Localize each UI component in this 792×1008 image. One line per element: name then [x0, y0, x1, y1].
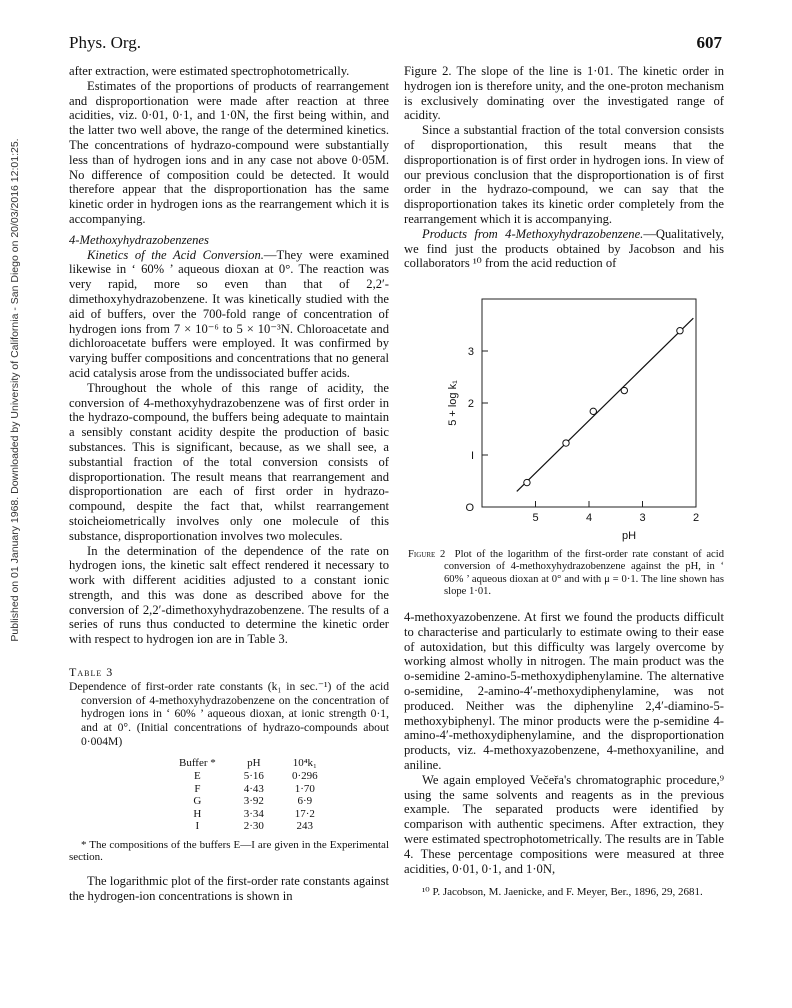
right-column [404, 64, 724, 899]
page-number: 607 [696, 33, 722, 52]
table-cell: 4·43 [243, 782, 264, 795]
table-cell: 6·9 [297, 795, 313, 808]
fit-line [517, 318, 694, 491]
x-tick-label: 5 [532, 512, 539, 525]
table-cell: G [193, 795, 202, 808]
table-cell: F [194, 782, 201, 795]
table-caption: Dependence of first-order rate constants (k₁ in sec.⁻¹) of the acid conversion of 4-methoxyhydrazobenzene on the concentration of hydrogen ions in ‘ 60% ’ aqueous dioxan, at ionic strength 0·1, and at 0°. (Initial concentrations of hydrazo-compounds about 0·004M) [69, 679, 389, 749]
table-header: 10⁴k₁ [292, 756, 317, 769]
table-row [165, 783, 332, 796]
data-point [590, 408, 596, 414]
paragraph-lead: Kinetics of the Acid Conversion. [87, 247, 264, 262]
paragraph: Figure 2. The slope of the line is 1·01. The kinetic order in hydrogen ion is therefore unity, and the one-proton mechanism is exclusively dominating over the investigated range of acidity. [404, 64, 724, 123]
section-heading: 4-Methoxyhydrazobenzenes [69, 232, 209, 247]
paragraph: 4-methoxyazobenzene. At first we found the products difficult to characterise and particularly to estimate owing to their ease of autoxidation, but this difficulty was largely overcome by working almost wholly in nitrogen. The main product was the o-semidine 2-amino-5-methoxydiphenylamine. The alternative o-semidine, 2-amino-4′-methoxydiphenylamine, was not produced. Neither was the diphenyline 2,4′-diamino-5-methoxybiphenyl. The minor products were the p-semidine 4-amino-4′-methoxydiphenylamine, and the disproportionation products, viz. 4-methoxyazobenzene, 4-methoxyaniline, and aniline. [404, 609, 724, 772]
table-header: pH [247, 756, 261, 769]
paragraph: The logarithmic plot of the first-order rate constants against the hydrogen-ion concentrations is shown in [69, 873, 389, 903]
x-tick-label: 2 [692, 512, 700, 525]
table-cell: 0·296 [291, 770, 318, 783]
paragraph-lead: Products from 4-Methoxyhydrazobenzene. [422, 226, 644, 241]
download-watermark [8, 138, 22, 642]
table-cell: 3·34 [243, 807, 264, 820]
download-watermark-text: Published on 01 January 1968. Downloaded by University of California - San Diego on 20/03/2016 12:01:25. [9, 138, 21, 642]
table-row [165, 795, 332, 808]
paragraph: We again employed Večeřa's chromatographic procedure,⁹ using the same solvents and reagents as in the previous example. The separated products were identified by comparison with authentic specimens. After extraction, they were estimated spectrophotometrically. The results are in Table 4. These percentage compositions were measured at three acidities, 0·01, 0·1, and 1·0N, [404, 772, 724, 876]
rate-constant-table [165, 757, 332, 833]
table-cell: 1·70 [294, 782, 315, 795]
table-cell: E [194, 770, 201, 783]
chart-svg [404, 277, 724, 547]
table-row [165, 770, 332, 783]
table-header: Buffer * [179, 756, 216, 769]
table-cell: 243 [296, 820, 314, 833]
x-tick-label: 4 [585, 512, 593, 525]
x-tick-label: 3 [639, 512, 646, 525]
table-header-row [165, 757, 332, 771]
x-axis-label: pH [621, 530, 637, 543]
paragraph: Since a substantial fraction of the total conversion consists of disproportionation, this result means that the disproportionation is of first order in hydrogen ions. In view of our previous conclusion that the disproportionation is of first order in the hydrazo-compound, we can say that the disproportionation takes its kinetic order completely from the rearrangement which it is accompanying. [404, 123, 724, 226]
paragraph: after extraction, were estimated spectrophotometrically. [69, 64, 350, 78]
table-cell: H [193, 807, 202, 820]
table-footnote: * The compositions of the buffers E—I are given in the Experimental section. [69, 838, 389, 864]
plot-frame [482, 299, 696, 507]
y-tick-label: 3 [467, 346, 474, 359]
figure-caption-text: Plot of the logarithm of the first-order rate constant of acid conversion of 4-methoxyhydrazobenzene against the pH, in ‘ 60% ’ aqueous dioxan at 0° and with μ = 0·1. The line shown has slope 1·01. [444, 549, 724, 597]
figure-caption [404, 549, 724, 598]
left-column [69, 64, 389, 903]
paragraph: Throughout the whole of this range of acidity, the conversion of 4-methoxyhydrazobenzene was of first order in the hydrazo-compound, the buffers being adequate to maintain a sensibly constant acidity despite the production of basic substances. This is significant, because, as we shall see, a substantial fraction of the total conversion consists of disproportionation. The result means that rearrangement and disproportionation are each of first order in hydrazo-compound, despite the fact that, whilst rearrangement stoicheiometrically involves only one molecule of this substance, disproportionation involves two molecules. [69, 380, 389, 543]
y-axis-label: 5 + log k₁ [447, 380, 459, 426]
y-tick-label: 2 [467, 398, 474, 411]
data-point [563, 440, 569, 446]
paragraph-body: —They were examined likewise in ‘ 60% ’ aqueous dioxan at 0°. The reaction was very rapid, more so even than that of 2,2′-dimethoxyhydrazobenzene. It was kinetically studied with the aid of buffers, over the 700-fold range of concentration of hydrogen ions from 7 × 10⁻⁶ to 5 × 10⁻³N. Chloroacetate and dichloroacetate buffers were employed. It was confirmed by varying buffer compositions and concentrations that no general acid catalysis arose from the undissociated buffer acids. [69, 247, 389, 380]
paragraph [69, 248, 389, 381]
table-title: Table 3 [69, 665, 114, 680]
footnote: ¹⁰ P. Jacobson, M. Jaenicke, and F. Meyer, Ber., 1896, 29, 2681. [422, 886, 703, 899]
table-row [165, 808, 332, 821]
paragraph-body: —Qualitatively, we find just the products obtained by Jacobson and his collaborators ¹⁰ from the acid reduction of [404, 226, 724, 271]
y-tick-label: O [465, 502, 474, 515]
data-point [621, 387, 627, 393]
journal-name: Phys. Org. [69, 33, 141, 52]
data-point [677, 328, 683, 334]
y-tick-label: I [470, 450, 474, 463]
table-row [165, 820, 332, 833]
table-cell: 5·16 [243, 770, 264, 783]
data-point [524, 480, 530, 486]
table-cell: 2·30 [243, 820, 264, 833]
table-cell: 3·92 [243, 795, 264, 808]
figure-2-chart [404, 277, 724, 547]
paragraph: Estimates of the proportions of products of rearrangement and disproportionation were made after reaction at three acidities, viz. 0·01, 0·1, and 1·0N, the first being within, and the latter two well above, the range of the determined kinetics. The concentrations of hydrazo-compound were substantially less than of hydrogen ions and in any case not above 0·05M. No difference of composition could be detected. It would therefore appear that the disproportionation has the same kinetic order in hydrogen ions as the rearrangement which it is accompanying. [69, 78, 389, 226]
paragraph: In the determination of the dependence of the rate on hydrogen ions, the kinetic salt effect rendered it necessary to work with different acidities adjusted to a constant ionic strength, and this was done as described above for the conversion of 2,2′-dimethoxyhydrazobenzene. The results of a series of runs thus conducted to determine the kinetic order with respect to hydrogen ion are in Table 3. [69, 543, 389, 647]
table-cell: I [195, 820, 200, 833]
figure-caption-label: Figure 2 [408, 549, 446, 561]
paragraph [404, 227, 724, 271]
table-cell: 17·2 [294, 807, 315, 820]
